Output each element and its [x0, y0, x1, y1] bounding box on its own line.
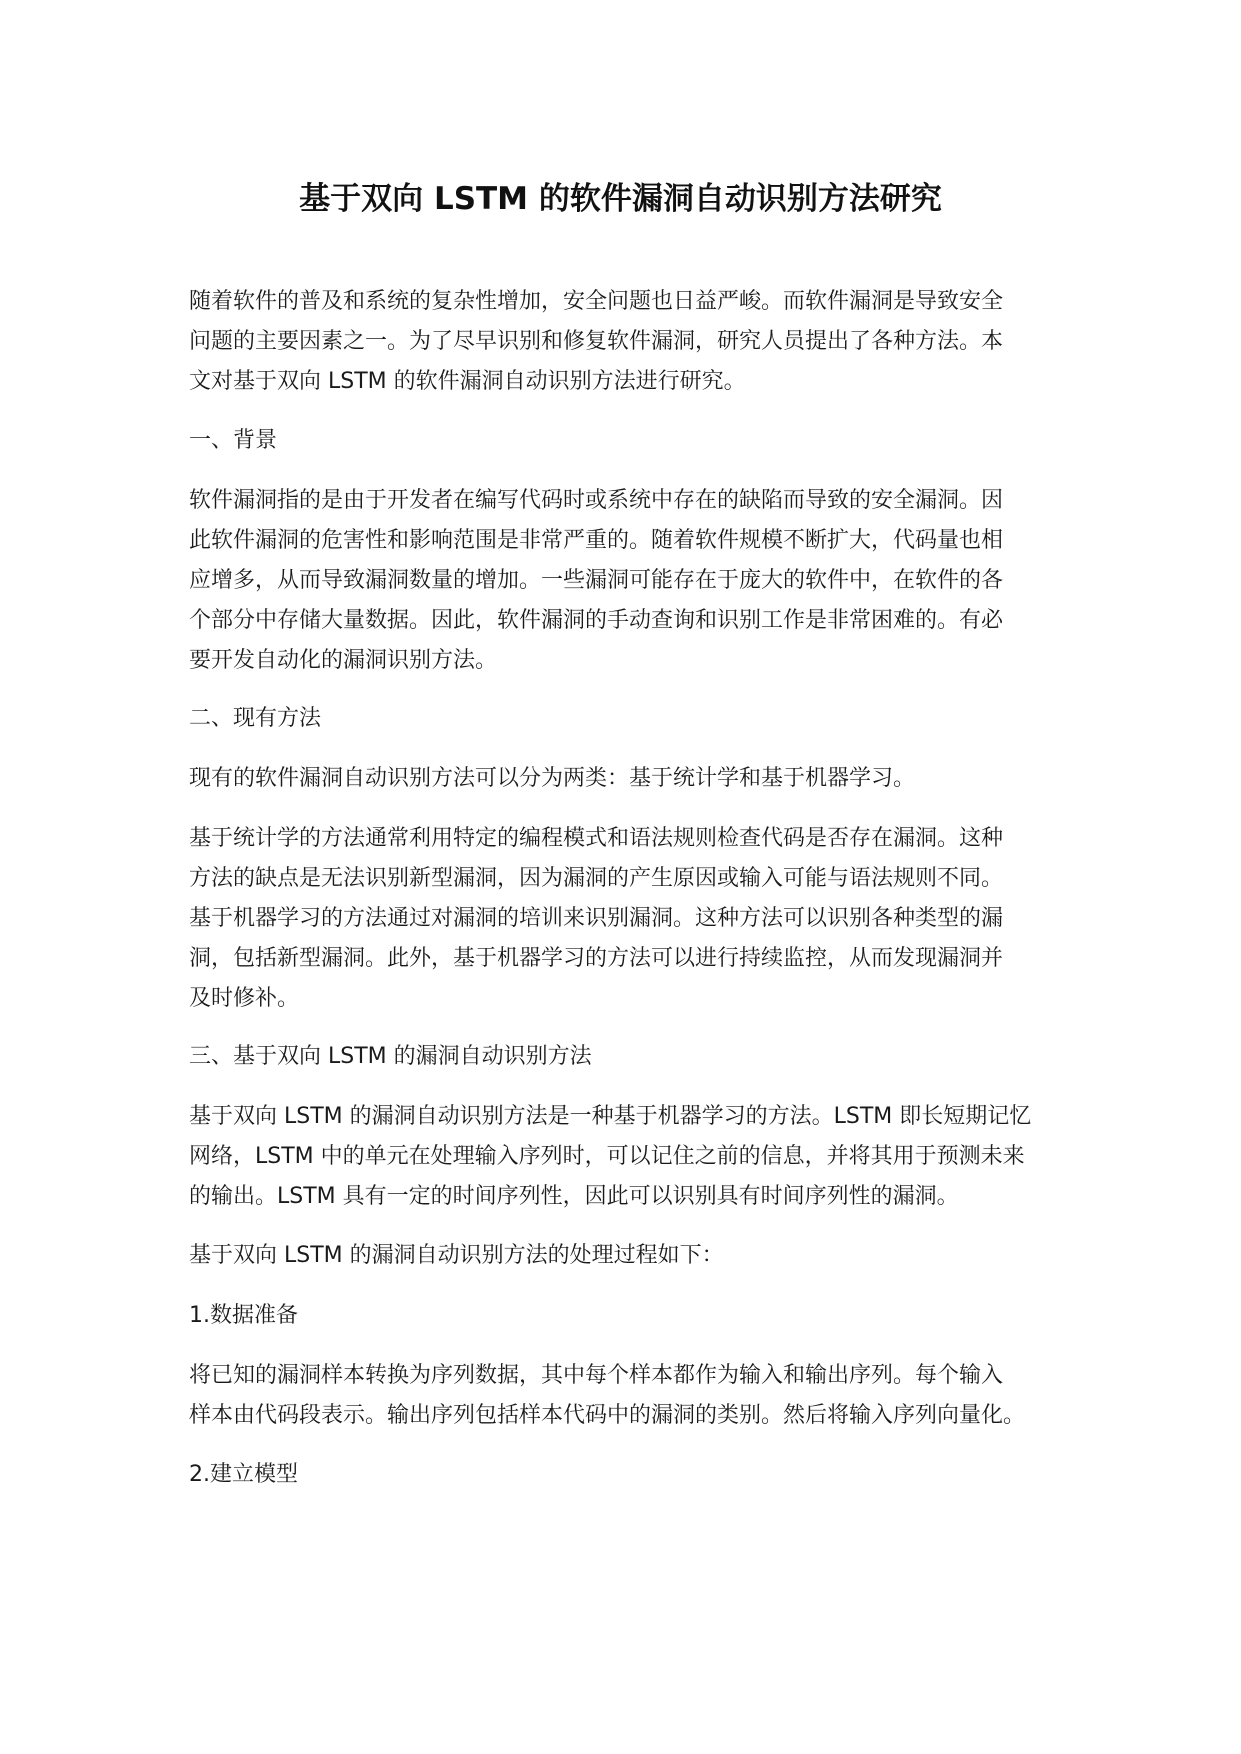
text-line: 个部分中存储大量数据。因此，软件漏洞的手动查询和识别工作是非常困难的。有必	[189, 608, 1004, 633]
step-heading-build-model	[189, 1455, 1069, 1495]
text-line: 将已知的漏洞样本转换为序列数据，其中每个样本都作为输入和输出序列。每个输入	[189, 1363, 1004, 1388]
bilstm-method-paragraph	[189, 1097, 1069, 1217]
text-line: 应增多，从而导致漏洞数量的增加。一些漏洞可能存在于庞大的软件中，在软件的各	[189, 568, 1004, 593]
background-paragraph	[189, 481, 1069, 681]
text-line: 基于统计学的方法通常利用特定的编程模式和语法规则检查代码是否存在漏洞。这种	[189, 826, 1004, 851]
text-line: 要开发自动化的漏洞识别方法。	[189, 648, 498, 673]
section-heading-existing-methods	[189, 699, 1069, 739]
heading-text: 三、基于双向 LSTM 的漏洞自动识别方法	[189, 1044, 592, 1069]
text-line: 问题的主要因素之一。为了尽早识别和修复软件漏洞，研究人员提出了各种方法。本	[189, 329, 1004, 354]
process-intro	[189, 1236, 1069, 1276]
text-line: 及时修补。	[189, 986, 300, 1011]
text-line: 现有的软件漏洞自动识别方法可以分为两类：基于统计学和基于机器学习。	[189, 766, 916, 791]
heading-text: 一、背景	[189, 428, 278, 453]
heading-text: 2.建立模型	[189, 1462, 298, 1487]
intro-paragraph	[189, 282, 1069, 402]
text-line: 基于双向 LSTM 的漏洞自动识别方法是一种基于机器学习的方法。LSTM 即长短期记忆	[189, 1104, 1032, 1129]
text-line: 软件漏洞指的是由于开发者在编写代码时或系统中存在的缺陷而导致的安全漏洞。因	[189, 488, 1004, 513]
text-line: 的输出。LSTM 具有一定的时间序列性，因此可以识别具有时间序列性的漏洞。	[189, 1184, 959, 1209]
step-heading-data-preparation	[189, 1296, 1069, 1336]
document-title: 基于双向 LSTM 的软件漏洞自动识别方法研究	[299, 181, 942, 217]
text-line: 基于机器学习的方法通过对漏洞的培训来识别漏洞。这种方法可以识别各种类型的漏	[189, 906, 1004, 931]
section-heading-bilstm-method	[189, 1037, 1069, 1077]
text-line: 样本由代码段表示。输出序列包括样本代码中的漏洞的类别。然后将输入序列向量化。	[189, 1403, 1026, 1428]
heading-text: 1.数据准备	[189, 1303, 298, 1328]
text-line: 文对基于双向 LSTM 的软件漏洞自动识别方法进行研究。	[189, 369, 746, 394]
text-line: 网络，LSTM 中的单元在处理输入序列时，可以记住之前的信息，并将其用于预测未来	[189, 1144, 1025, 1169]
text-line: 方法的缺点是无法识别新型漏洞，因为漏洞的产生原因或输入可能与语法规则不同。	[189, 866, 1004, 891]
text-line: 此软件漏洞的危害性和影响范围是非常严重的。随着软件规模不断扩大，代码量也相	[189, 528, 1004, 553]
data-preparation-paragraph	[189, 1356, 1069, 1436]
text-line: 基于双向 LSTM 的漏洞自动识别方法的处理过程如下：	[189, 1243, 724, 1268]
existing-methods-paragraph	[189, 819, 1069, 1019]
existing-methods-intro	[189, 759, 1069, 799]
section-heading-background	[189, 421, 1069, 461]
heading-text: 二、现有方法	[189, 706, 322, 731]
text-line: 随着软件的普及和系统的复杂性增加，安全问题也日益严峻。而软件漏洞是导致安全	[189, 289, 1004, 314]
text-line: 洞，包括新型漏洞。此外，基于机器学习的方法可以进行持续监控，从而发现漏洞并	[189, 946, 1004, 971]
